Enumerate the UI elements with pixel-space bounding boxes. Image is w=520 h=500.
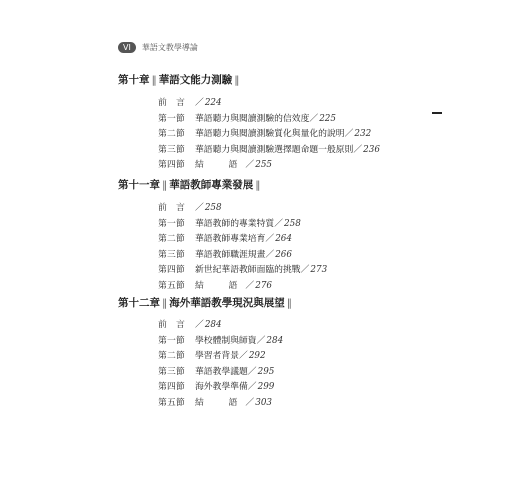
toc-entry (158, 159, 272, 171)
section-number: 第五節 (158, 280, 185, 291)
chapter-heading (118, 178, 263, 192)
section-page-number: 232 (354, 129, 372, 139)
running-header (118, 41, 198, 53)
chapter-separator: ‖ (162, 179, 168, 191)
section-page-number: 258 (204, 203, 222, 213)
page-separator: ／ (274, 218, 283, 229)
chapter-end-separator: ‖ (255, 179, 261, 191)
section-number: 第二節 (158, 234, 185, 244)
section-page-number: 292 (248, 351, 266, 361)
section-title: 學校體制與師資 (195, 335, 257, 346)
section-page-number: 255 (255, 160, 273, 170)
chapter-label: 第十二章 (118, 297, 160, 309)
section-title: 華語聽力與閱讀測驗選擇題命題一般原則 (195, 144, 354, 155)
section-page-number: 225 (319, 113, 336, 124)
page-separator: ／ (256, 335, 266, 346)
section-title: 海外教學準備 (195, 382, 248, 392)
section-page-number: 273 (310, 265, 328, 275)
section-title: 結 語 (195, 397, 246, 408)
section-number: 前 言 (158, 320, 185, 330)
section-page-number: 264 (275, 234, 292, 244)
chapter-separator: ‖ (151, 74, 157, 86)
chapter-title-text: 華語教師專業發展 (169, 179, 254, 191)
section-title: 華語教師的專業特質 (195, 218, 275, 229)
section-number: 第二節 (158, 129, 185, 139)
section-title: 華語教師專業培育 (195, 234, 266, 244)
toc-entry (158, 319, 222, 331)
chapter-title-text: 海外華語教學現況與展望 (169, 297, 285, 309)
page-separator: ／ (245, 160, 255, 170)
page-separator: ／ (247, 382, 257, 392)
section-page-number: 266 (275, 249, 292, 260)
section-title: 新世紀華語教師面臨的挑戰 (195, 265, 301, 275)
section-page-number: 224 (204, 98, 222, 108)
toc-entry (158, 113, 336, 125)
section-page-number: 284 (204, 320, 222, 330)
page-separator: ／ (245, 397, 255, 408)
section-number: 前 言 (158, 98, 185, 108)
section-number: 第一節 (158, 218, 185, 229)
toc-entry (158, 264, 327, 276)
section-number: 第四節 (158, 382, 185, 392)
section-page-number: 236 (363, 144, 380, 155)
toc-entry (158, 249, 292, 261)
section-page-number: 299 (257, 382, 275, 392)
section-number: 第三節 (158, 249, 185, 260)
section-number: 第二節 (158, 351, 185, 361)
page-separator: ／ (239, 351, 248, 361)
toc-entry (158, 218, 301, 230)
toc-entry (158, 280, 272, 292)
page-separator: ／ (265, 234, 275, 244)
toc-entry (158, 381, 274, 393)
page-separator: ／ (344, 129, 354, 139)
page-separator: ／ (247, 366, 257, 377)
toc-entry (158, 233, 292, 245)
page-separator: ／ (309, 113, 319, 124)
page-separator: ／ (195, 320, 204, 330)
section-title: 華語聽力與閱讀測驗的信效度 (195, 113, 310, 124)
page-separator: ／ (353, 144, 363, 155)
section-page-number: 284 (266, 335, 284, 346)
section-number: 第一節 (158, 113, 185, 124)
chapter-label: 第十章 (118, 74, 150, 86)
page-separator: ／ (265, 249, 275, 260)
section-number: 第五節 (158, 397, 185, 408)
toc-entry (158, 366, 274, 378)
chapter-heading (118, 296, 294, 310)
chapter-title-text: 華語文能力測驗 (158, 74, 233, 86)
section-number: 第四節 (158, 160, 185, 170)
toc-entry (158, 397, 272, 409)
section-number: 第四節 (158, 265, 185, 275)
margin-dash-mark (432, 112, 442, 114)
page-separator: ／ (245, 280, 255, 291)
section-number: 前 言 (158, 203, 185, 213)
chapter-label: 第十一章 (118, 179, 160, 191)
running-header-book-title: 華語文教學導論 (141, 42, 198, 52)
chapter-end-separator: ‖ (234, 74, 240, 86)
section-title: 結 語 (195, 160, 246, 170)
chapter-end-separator: ‖ (286, 297, 292, 309)
page-separator: ／ (195, 203, 204, 213)
section-title: 華語教學議題 (195, 366, 248, 377)
section-number: 第一節 (158, 335, 185, 346)
page-separator: ／ (300, 265, 310, 275)
section-title: 華語聽力與閱讀測驗質化與量化的說明 (195, 129, 345, 139)
toc-entry (158, 144, 380, 156)
page-separator: ／ (195, 98, 204, 108)
toc-entry (158, 335, 283, 347)
toc-entry (158, 202, 222, 214)
page-number-badge: VI (118, 42, 136, 53)
section-title: 華語教師職涯規畫 (195, 249, 266, 260)
toc-entry (158, 350, 266, 362)
toc-entry (158, 128, 371, 140)
section-page-number: 295 (257, 366, 275, 377)
section-title: 學習者背景 (195, 351, 239, 361)
toc-entry (158, 97, 222, 109)
section-page-number: 258 (284, 218, 301, 229)
chapter-heading (118, 73, 242, 87)
section-page-number: 303 (255, 397, 273, 408)
section-title: 結 語 (195, 280, 246, 291)
chapter-separator: ‖ (162, 297, 168, 309)
section-number: 第三節 (158, 144, 185, 155)
section-page-number: 276 (255, 280, 273, 291)
section-number: 第三節 (158, 366, 185, 377)
